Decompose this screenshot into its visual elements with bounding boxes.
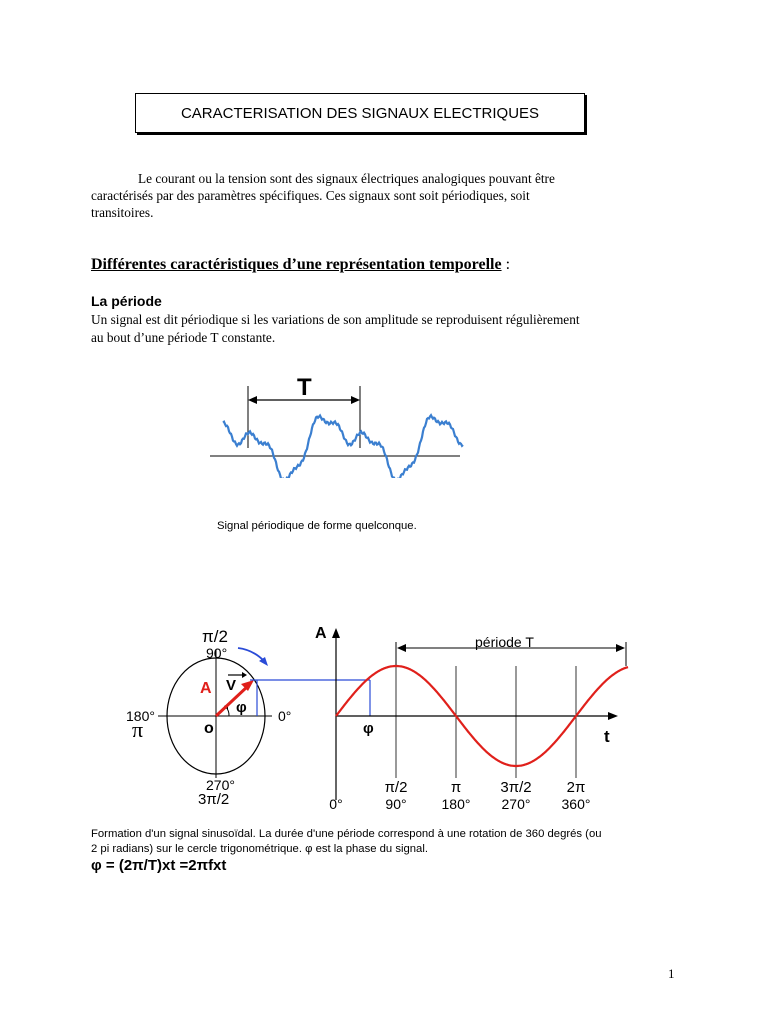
tick-labels — [329, 779, 590, 812]
sine-formation-figure — [120, 620, 640, 820]
periode-arrow-right-head — [616, 644, 625, 652]
label-vector-V: V — [226, 677, 237, 694]
tick-label-degrees: 0° — [329, 796, 343, 812]
tick-label-degrees: 90° — [385, 796, 407, 812]
vector-bar-head — [242, 672, 247, 678]
title-box — [135, 93, 585, 133]
section-heading — [91, 256, 510, 274]
label-90-deg: 90° — [206, 645, 228, 661]
label-270-deg: 270° — [206, 777, 235, 793]
page-number: 1 — [668, 966, 675, 981]
period-line-2: au bout d’une période T constante. — [91, 330, 276, 345]
label-180-deg: 180° — [126, 708, 155, 724]
figure2-caption-line-1: Formation d'un signal sinusoïdal. La durée d'une période correspond à une rotation de 360 degrés (ou — [91, 828, 602, 840]
graph-axis-t-label: t — [604, 727, 610, 746]
period-text — [91, 311, 691, 347]
tick-guides — [396, 666, 576, 778]
periodic-signal-curve — [223, 415, 463, 478]
tick-label-radians: 3π/2 — [500, 779, 532, 796]
tick-label-degrees: 270° — [501, 796, 531, 812]
period-label-T: T — [297, 374, 312, 401]
intro-line-2: caractérisés par des paramètres spécifiques. Ces signaux sont soit périodiques, soit — [91, 188, 530, 203]
graph-axis-A-label: A — [315, 625, 327, 642]
label-pi: π — [132, 717, 144, 742]
label-amplitude-A: A — [200, 680, 212, 697]
label-0-deg: 0° — [278, 708, 292, 724]
figure2-caption — [91, 827, 691, 857]
tick-label-degrees: 180° — [441, 796, 471, 812]
label-origin: o — [204, 720, 214, 737]
section-heading-suffix: : — [501, 256, 511, 273]
period-arrow-right-head — [351, 396, 360, 404]
intro-paragraph — [91, 170, 681, 221]
graph-phi-label: φ — [363, 720, 374, 737]
label-phi-circle: φ — [236, 699, 247, 716]
periode-arrow-left-head — [397, 644, 406, 652]
tick-label-radians: π/2 — [384, 779, 408, 796]
label-pi-over-2: π/2 — [202, 627, 228, 646]
tick-label-degrees: 360° — [561, 796, 591, 812]
phase-formula: φ = (2π/T)xt =2πfxt — [91, 857, 227, 874]
periode-label: période T — [475, 634, 534, 650]
label-3pi-over-2: 3π/2 — [198, 791, 230, 808]
tick-label-radians: π — [450, 779, 462, 796]
graph-x-axis-head — [608, 712, 618, 720]
graph-y-axis-head — [332, 628, 340, 638]
period-line-1: Un signal est dit périodique si les variations de son amplitude se reproduisent régulièrement — [91, 312, 580, 327]
figure2-caption-line-2: 2 pi radians) sur le cercle trigonométrique. φ est la phase du signal. — [91, 843, 428, 855]
section-heading-text: Différentes caractéristiques d’une représentation temporelle — [91, 256, 502, 273]
intro-line-1: Le courant ou la tension sont des signaux électriques analogiques pouvant être — [138, 171, 555, 186]
page-title: CARACTERISATION DES SIGNAUX ELECTRIQUES — [180, 104, 540, 122]
period-subtitle: La période — [91, 293, 162, 309]
period-arrow-left-head — [248, 396, 257, 404]
intro-line-3: transitoires. — [91, 205, 154, 220]
figure1-caption: Signal périodique de forme quelconque. — [217, 520, 417, 532]
tick-label-radians: 2π — [566, 779, 586, 796]
periodic-signal-figure — [205, 368, 465, 478]
